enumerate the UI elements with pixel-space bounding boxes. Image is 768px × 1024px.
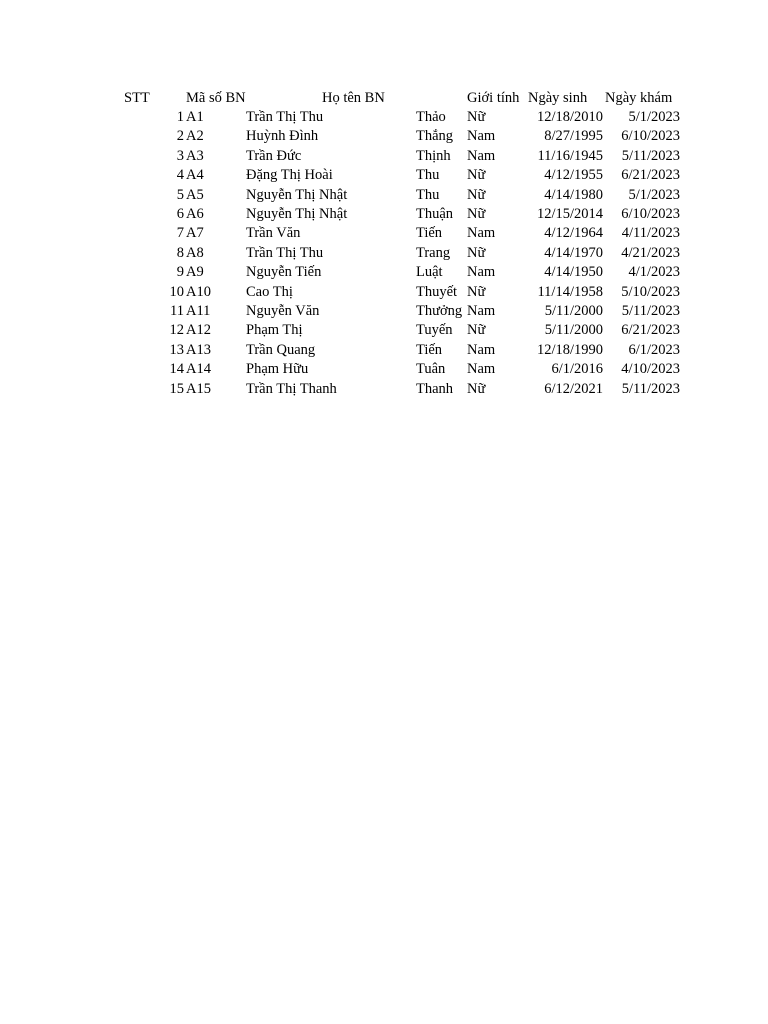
cell-ngay-sinh: 6/1/2016 [551, 361, 603, 378]
cell-ma-so: A15 [186, 380, 211, 397]
cell-gioi-tinh: Nữ [467, 380, 486, 397]
cell-stt: 14 [169, 361, 184, 378]
cell-ten: Thuận [416, 206, 454, 222]
table-row [0, 244, 768, 264]
cell-ho: Nguyễn Thị Nhật [246, 206, 348, 222]
cell-ma-so: A13 [186, 341, 211, 358]
table-row [0, 166, 768, 186]
cell-gioi-tinh: Nữ [467, 322, 486, 339]
table-row [0, 283, 768, 303]
cell-ngay-sinh: 4/14/1980 [544, 186, 603, 203]
cell-ten: Luật [416, 264, 443, 281]
cell-ngay-kham: 6/21/2023 [621, 322, 680, 339]
cell-ho: Trần Thị Thanh [246, 380, 337, 397]
cell-ho: Đặng Thị Hoài [246, 167, 333, 184]
cell-ten: Thắng [416, 128, 454, 145]
table-row [0, 147, 768, 167]
cell-ho: Trần Văn [246, 225, 301, 242]
cell-ma-so: A3 [186, 147, 204, 164]
cell-ngay-sinh: 11/16/1945 [537, 147, 603, 164]
cell-stt: 8 [176, 244, 184, 261]
cell-stt: 15 [169, 380, 184, 397]
cell-ngay-sinh: 4/12/1964 [544, 225, 603, 242]
cell-ten: Thanh [416, 380, 454, 397]
cell-ma-so: A5 [186, 186, 204, 203]
cell-ho: Trần Thị Thu [246, 109, 324, 125]
cell-ngay-kham: 5/11/2023 [621, 147, 680, 164]
cell-ten: Thu [416, 167, 440, 184]
cell-ngay-kham: 4/1/2023 [628, 264, 680, 281]
cell-ngay-kham: 6/10/2023 [621, 206, 680, 222]
cell-gioi-tinh: Nữ [467, 167, 486, 184]
cell-ngay-sinh: 11/14/1958 [537, 283, 603, 300]
cell-ngay-kham: 5/10/2023 [621, 283, 680, 300]
cell-ten: Tuyến [416, 322, 453, 339]
cell-ten: Trang [416, 244, 451, 261]
cell-gioi-tinh: Nữ [467, 206, 486, 222]
cell-ho: Huỳnh Đình [246, 128, 319, 145]
cell-ten: Thuyết [416, 283, 458, 300]
table-row [0, 360, 768, 380]
cell-ma-so: A9 [186, 264, 204, 281]
cell-ngay-kham: 4/21/2023 [621, 244, 680, 261]
cell-ma-so: A6 [186, 206, 204, 222]
cell-ten: Thu [416, 186, 440, 203]
cell-ngay-sinh: 4/12/1955 [544, 167, 603, 184]
cell-ma-so: A4 [186, 167, 204, 184]
cell-gioi-tinh: Nữ [467, 283, 486, 300]
cell-ho: Cao Thị [246, 283, 293, 300]
cell-ma-so: A11 [186, 303, 211, 319]
cell-ho: Trần Thị Thu [246, 244, 324, 261]
header-ho-ten: Họ tên BN [322, 89, 385, 106]
cell-ma-so: A1 [186, 109, 204, 125]
table-row [0, 302, 768, 322]
cell-gioi-tinh: Nam [467, 128, 496, 145]
cell-ho: Trần Đức [246, 147, 302, 164]
cell-stt: 13 [169, 341, 184, 358]
cell-ten: Thưởng [416, 303, 463, 319]
cell-ngay-sinh: 8/27/1995 [544, 128, 603, 145]
cell-gioi-tinh: Nữ [467, 244, 486, 261]
cell-stt: 1 [176, 109, 184, 125]
cell-ngay-sinh: 12/15/2014 [536, 206, 603, 222]
header-gioi-tinh: Giới tính [467, 89, 520, 106]
header-ngay-kham: Ngày khám [605, 89, 673, 106]
cell-ten: Thảo [416, 109, 446, 125]
table-row [0, 127, 768, 147]
cell-ngay-kham: 6/10/2023 [621, 128, 680, 145]
header-row [0, 89, 768, 109]
cell-stt: 11 [170, 303, 184, 319]
cell-ma-so: A7 [186, 225, 204, 242]
cell-stt: 5 [176, 186, 184, 203]
cell-ngay-sinh: 12/18/1990 [536, 341, 603, 358]
cell-ten: Tuân [416, 361, 446, 378]
cell-ngay-kham: 5/1/2023 [628, 109, 680, 125]
cell-ngay-sinh: 5/11/2000 [544, 322, 603, 339]
cell-stt: 6 [176, 206, 184, 222]
table-row [0, 108, 768, 128]
cell-gioi-tinh: Nữ [467, 109, 486, 125]
header-stt: STT [124, 89, 150, 106]
cell-gioi-tinh: Nam [467, 147, 496, 164]
cell-ma-so: A14 [186, 361, 211, 378]
table-row [0, 263, 768, 283]
cell-ma-so: A2 [186, 128, 204, 145]
cell-stt: 4 [176, 167, 184, 184]
cell-ngay-sinh: 4/14/1970 [544, 244, 603, 261]
cell-ngay-kham: 5/11/2023 [621, 380, 680, 397]
table-row [0, 380, 768, 400]
cell-ma-so: A8 [186, 244, 204, 261]
cell-ngay-sinh: 4/14/1950 [544, 264, 603, 281]
cell-ma-so: A10 [186, 283, 211, 300]
cell-ngay-sinh: 12/18/2010 [536, 109, 603, 125]
cell-ho: Trần Quang [246, 341, 316, 358]
cell-stt: 9 [176, 264, 184, 281]
table-row [0, 186, 768, 206]
table-row [0, 224, 768, 244]
cell-stt: 10 [169, 283, 184, 300]
cell-ngay-kham: 4/11/2023 [621, 225, 680, 242]
cell-ma-so: A12 [186, 322, 211, 339]
cell-gioi-tinh: Nữ [467, 186, 486, 203]
cell-stt: 2 [176, 128, 184, 145]
cell-ten: Tiến [416, 225, 443, 242]
cell-ngay-kham: 4/10/2023 [621, 361, 680, 378]
cell-gioi-tinh: Nam [467, 264, 496, 281]
cell-stt: 12 [169, 322, 184, 339]
cell-ho: Nguyễn Tiến [246, 264, 322, 281]
cell-ho: Nguyễn Thị Nhật [246, 186, 348, 203]
cell-gioi-tinh: Nam [467, 361, 496, 378]
cell-ngay-sinh: 6/12/2021 [544, 380, 603, 397]
cell-ngay-kham: 6/21/2023 [621, 167, 680, 184]
cell-ngay-kham: 5/1/2023 [628, 186, 680, 203]
cell-ho: Nguyễn Văn [246, 303, 320, 319]
cell-ngay-kham: 6/1/2023 [628, 341, 680, 358]
cell-stt: 7 [176, 225, 184, 242]
header-ma-so: Mã số BN [186, 89, 246, 106]
cell-ngay-sinh: 5/11/2000 [544, 303, 603, 319]
cell-gioi-tinh: Nam [467, 303, 496, 319]
table-row [0, 321, 768, 341]
cell-ho: Phạm Hữu [246, 361, 309, 378]
cell-ngay-kham: 5/11/2023 [621, 303, 680, 319]
cell-ten: Tiến [416, 341, 443, 358]
cell-gioi-tinh: Nam [467, 225, 496, 242]
cell-ten: Thịnh [416, 147, 451, 164]
header-ngay-sinh: Ngày sinh [528, 89, 588, 106]
cell-ho: Phạm Thị [246, 322, 303, 339]
cell-stt: 3 [176, 147, 184, 164]
table-row [0, 205, 768, 225]
cell-gioi-tinh: Nam [467, 341, 496, 358]
table-row [0, 341, 768, 361]
